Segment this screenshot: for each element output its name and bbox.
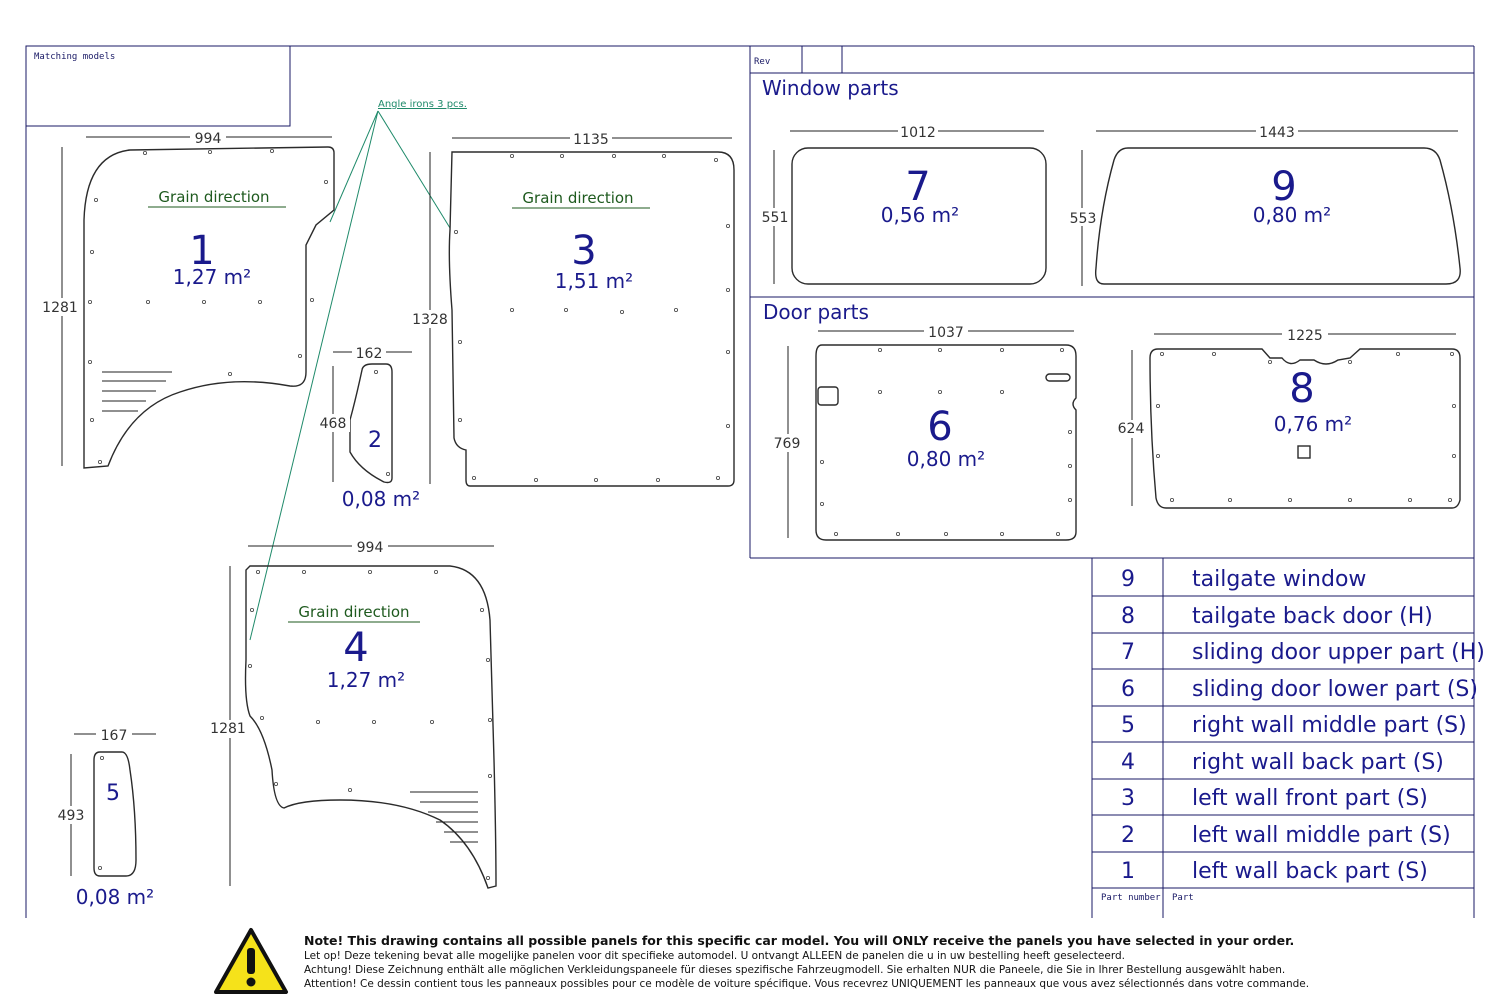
panel-2-area: 0,08 m² (341, 487, 421, 511)
panel-1 (42, 129, 334, 468)
row-part-name: left wall middle part (S) (1192, 823, 1451, 848)
panel-8 (1114, 326, 1460, 508)
panel-4-area: 1,27 m² (326, 668, 406, 692)
row-part-number: 9 (1121, 567, 1135, 592)
panel-1-grain-label: Grain direction (158, 188, 270, 206)
panel-7-height: 551 (761, 210, 789, 226)
row-part-number: 8 (1121, 604, 1135, 629)
panel-3-area: 1,51 m² (554, 269, 634, 293)
panel-9-height: 553 (1069, 211, 1097, 227)
panel-2-width: 162 (355, 346, 383, 362)
row-part-name: sliding door upper part (H) (1192, 640, 1485, 665)
panel-5-width: 167 (100, 728, 128, 744)
panel-5-number: 5 (106, 781, 120, 806)
panel-8-height: 624 (1117, 421, 1145, 437)
row-part-number: 5 (1121, 713, 1135, 738)
panel-4-width: 994 (356, 540, 384, 556)
panel-5-area: 0,08 m² (75, 885, 155, 909)
panel-9-number: 9 (1271, 164, 1297, 210)
panel-6-width: 1037 (928, 325, 964, 341)
panel-8-width: 1225 (1287, 328, 1323, 344)
panel-1-slots (102, 372, 172, 411)
panel-5 (54, 726, 156, 909)
table-row (1121, 859, 1428, 884)
note-dutch: Let op! Deze tekening bevat alle mogelijke panelen voor dit specifieke automodel. U ontvangt ALLEEN de panelen die u in uw bestelling heeft geselecteerd. (304, 950, 1125, 962)
angle-irons-label: Angle irons 3 pcs. (378, 99, 467, 110)
panel-2-number: 2 (368, 428, 382, 453)
panel-3 (410, 130, 734, 486)
panel-2-height: 468 (319, 416, 347, 432)
angle-irons-callout (250, 99, 467, 640)
disclaimer-note (304, 933, 1404, 991)
panel-1-width: 994 (194, 131, 222, 147)
window-parts-heading: Window parts (762, 76, 899, 100)
matching-models-label: Matching models (34, 52, 116, 62)
warning-triangle-icon (213, 926, 289, 996)
row-part-name: sliding door lower part (S) (1192, 677, 1478, 702)
panel-7-number: 7 (905, 164, 931, 210)
panel-4 (210, 538, 496, 888)
panel-5-height: 493 (57, 808, 85, 824)
note-german: Achtung! Diese Zeichnung enthält alle möglichen Verkleidungspaneele für dieses spezifische Fahrzeugmodell. Sie erhalten NUR die Paneele, die Sie in Ihrer Bestellung ausgewählt haben. (304, 964, 1286, 976)
panel-6-area: 0,80 m² (906, 447, 986, 471)
panel-6-number: 6 (927, 404, 953, 450)
note-english: Note! This drawing contains all possible panels for this specific car model. You will ONLY receive the panels you have selected in your order. (304, 933, 1295, 948)
row-part-number: 7 (1121, 640, 1135, 665)
table-row (1121, 677, 1478, 702)
parts-table (1092, 558, 1485, 918)
panel-9-area: 0,80 m² (1252, 203, 1332, 227)
row-part-number: 2 (1121, 823, 1135, 848)
panel-7-width: 1012 (900, 125, 936, 141)
panel-1-number: 1 (189, 228, 215, 274)
row-part-name: left wall front part (S) (1192, 786, 1428, 811)
panel-1-height: 1281 (42, 300, 78, 316)
row-part-name: right wall back part (S) (1192, 750, 1444, 775)
table-row (1121, 713, 1467, 738)
panel-4-slots (410, 792, 478, 842)
panel-4-height: 1281 (210, 721, 246, 737)
row-part-number: 4 (1121, 750, 1135, 775)
row-part-name: right wall middle part (S) (1192, 713, 1467, 738)
panel-8-number: 8 (1289, 366, 1315, 412)
table-row (1121, 823, 1451, 848)
row-part-number: 6 (1121, 677, 1135, 702)
row-part-name: tailgate window (1192, 567, 1367, 592)
panel-3-number: 3 (571, 228, 597, 274)
panel-3-grain-label: Grain direction (522, 189, 634, 207)
panel-3-height: 1328 (412, 312, 448, 328)
panel-7-area: 0,56 m² (880, 203, 960, 227)
panel-6-height: 769 (773, 436, 801, 452)
panel-6 (770, 323, 1076, 540)
row-part-name: left wall back part (S) (1192, 859, 1428, 884)
panel-8-area: 0,76 m² (1273, 412, 1353, 436)
panel-2 (316, 344, 420, 511)
panel-7 (760, 123, 1046, 284)
panel-9 (1068, 123, 1460, 286)
table-row (1121, 640, 1485, 665)
table-header-part-number: Part number (1101, 893, 1161, 903)
rev-label: Rev (754, 57, 771, 67)
row-part-name: tailgate back door (H) (1192, 604, 1433, 629)
table-header-part: Part (1172, 893, 1194, 903)
table-row (1121, 567, 1366, 592)
note-french: Attention! Ce dessin contient tous les panneaux possibles pour ce modèle de voiture spécifique. Vous recevrez UNIQUEMENT les panneaux que vous avez sélectionnés dans votre commande. (304, 978, 1310, 990)
panel-4-number: 4 (343, 625, 369, 671)
panel-4-grain-label: Grain direction (298, 603, 410, 621)
panel-1-area: 1,27 m² (172, 265, 252, 289)
row-part-number: 3 (1121, 786, 1135, 811)
panel-3-width: 1135 (573, 132, 609, 148)
table-row (1121, 786, 1428, 811)
table-row (1121, 604, 1433, 629)
table-row (1121, 750, 1444, 775)
door-parts-heading: Door parts (763, 300, 869, 324)
row-part-number: 1 (1121, 859, 1135, 884)
panel-9-width: 1443 (1259, 125, 1295, 141)
